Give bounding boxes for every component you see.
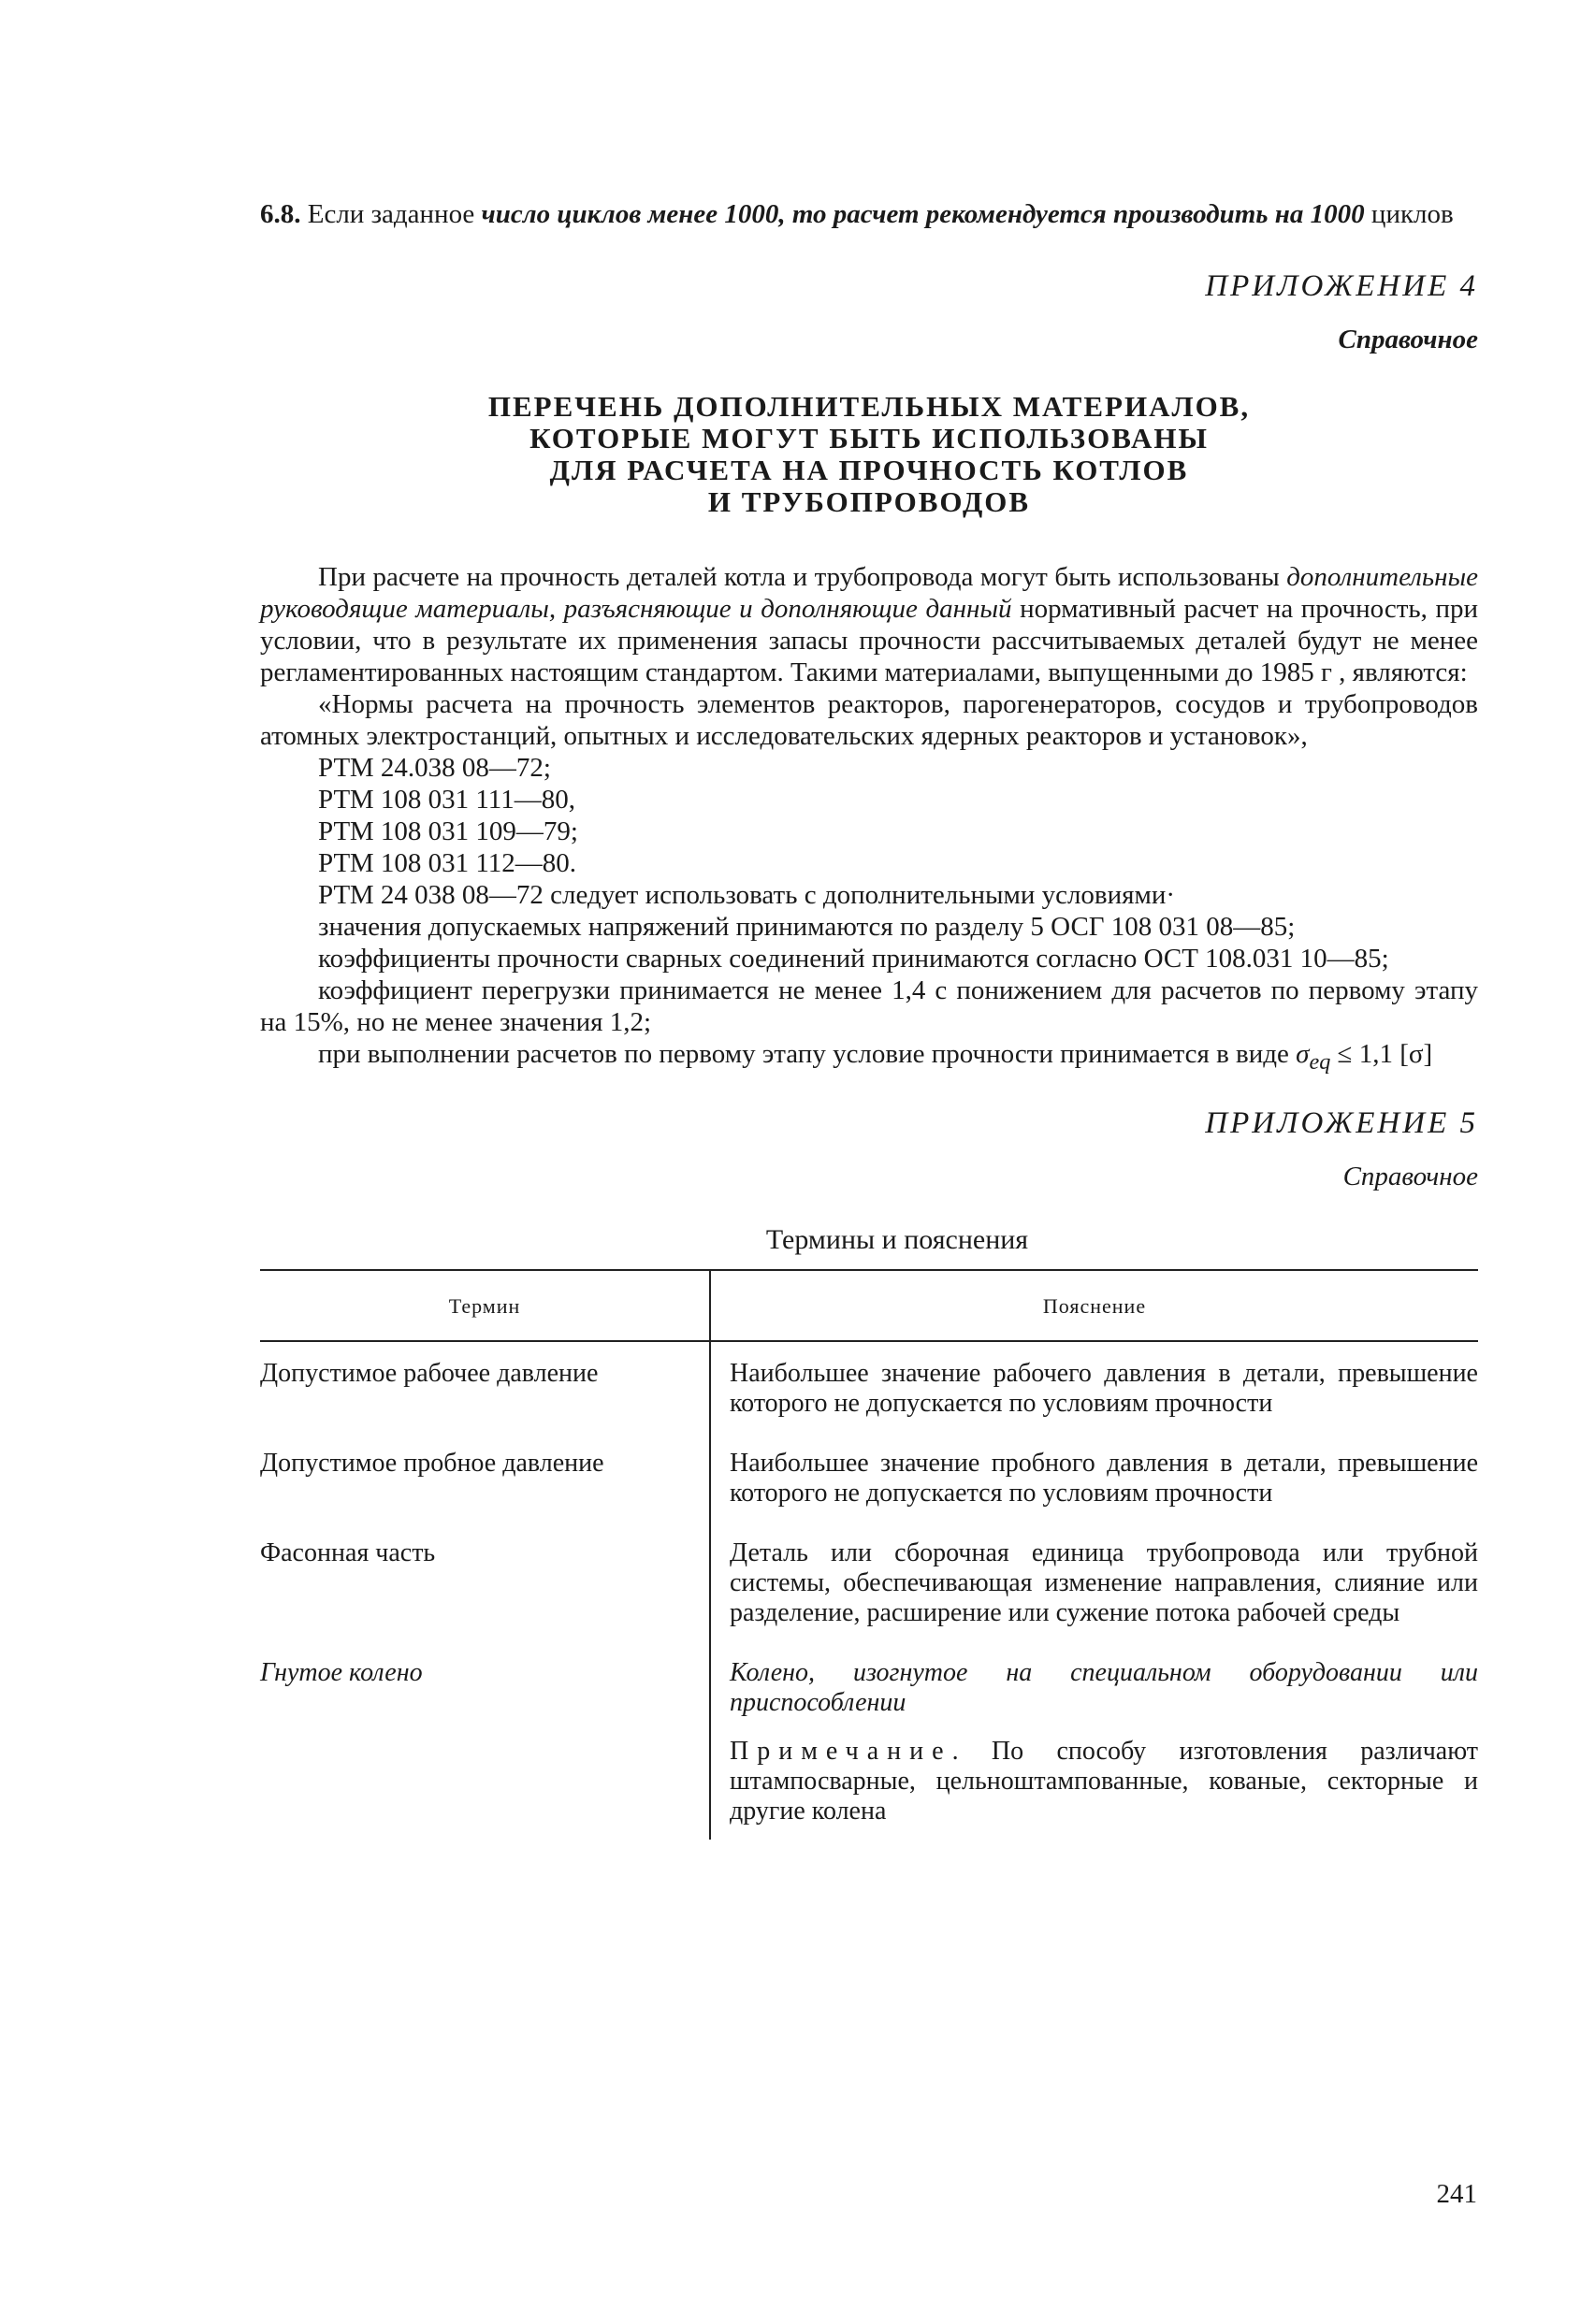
explanation-text: Колено, изогнутое на специальном оборудовании или приспособлении (730, 1657, 1478, 1717)
appendix-4-subtitle: Справочное (1338, 325, 1478, 354)
rtm-list-item: РТМ 108 031 112—80. (318, 848, 577, 878)
terms-table-title: Термины и пояснения (765, 1223, 1029, 1255)
note (730, 1737, 1478, 1826)
term-cell: Гнутое колено (260, 1641, 710, 1840)
sigma-subscript: eq (1309, 1048, 1331, 1075)
condition-4-formula-end: ≤ 1,1 [σ] (1330, 1039, 1433, 1069)
terms-table (260, 1269, 1478, 1840)
intro-paragraph (260, 561, 1478, 688)
column-header-explanation: Пояснение (1042, 1293, 1147, 1318)
rtm-conditions: РТМ 24 038 08—72 следует использовать с дополнительными условиями· (318, 880, 1176, 910)
page-content (260, 196, 1478, 1840)
appendix-5-title: ПРИЛОЖЕНИЕ 5 (1205, 1105, 1478, 1140)
condition-4-text: при выполнении расчетов по первому этапу условие прочности принимается в виде (318, 1039, 1297, 1069)
term-cell: Допустимое пробное давление (260, 1432, 710, 1522)
column-header-term: Термин (260, 1270, 710, 1341)
heading-line: КОТОРЫЕ МОГУТ БЫТЬ ИСПОЛЬЗОВАНЫ (529, 422, 1209, 455)
intro-italic-text: дополнительные руководящие материалы, разъясняющие и дополняющие данный (260, 562, 1478, 624)
table-row (260, 1522, 1478, 1641)
heading-line: И ТРУБОПРОВОДОВ (707, 485, 1031, 518)
condition-3: коэффициент перегрузки принимается не менее 1,4 с понижением для расчетов по первому этапу на 15%, но не менее значения 1,2; (260, 975, 1478, 1037)
term-cell: Фасонная часть (260, 1522, 710, 1641)
rtm-list-item: РТМ 24.038 08—72; (318, 753, 551, 783)
intro-text-end: нормативный расчет на прочность, при условии, что в результате их применения запасы прочности рассчитываемых деталей будут не менее регламентированных настоящим стандартом. Такими материалами, выпущенными до 1985 г , являются: (260, 594, 1479, 687)
condition-1: значения допускаемых напряжений принимаются по разделу 5 ОСГ 108 031 08—85; (318, 912, 1296, 942)
note-text: . По способу изготовления различают штампосварные, цельноштампованные, кованые, секторные и другие колена (730, 1736, 1478, 1826)
paragraph-number: 6.8. (260, 199, 301, 229)
term-cell: Допустимое рабочее давление (260, 1341, 710, 1432)
explanation-cell: Наибольшее значение пробного давления в детали, превышение которого не допускается по условиям прочности (730, 1448, 1478, 1508)
rtm-list-item: РТМ 108 031 109—79; (318, 816, 578, 846)
explanation-cell (710, 1641, 1478, 1840)
condition-2: коэффициенты прочности сварных соединений принимаются согласно ОСТ 108.031 10—85; (318, 944, 1389, 974)
explanation-cell: Наибольшее значение рабочего давления в детали, превышение которого не допускается по условиям прочности (730, 1358, 1478, 1418)
paragraph-text-end: циклов (1364, 199, 1454, 229)
table-header-row (260, 1270, 1478, 1341)
paragraph-bold-text: число циклов менее 1000, то расчет рекомендуется производить на 1000 (481, 199, 1365, 229)
paragraph-6-8 (260, 196, 1478, 232)
appendix-4-body (260, 561, 1478, 1078)
note-label: Примечание (730, 1736, 952, 1766)
paragraph-text: Если заданное (300, 199, 482, 229)
intro-text: При расчете на прочность деталей котла и трубопровода могут быть использованы (318, 562, 1287, 592)
norms-paragraph: «Нормы расчета на прочность элементов реакторов, парогенераторов, сосудов и трубопроводов атомных электростанций, опытных и исследовательских ядерных реакторов и установок», (260, 689, 1478, 751)
table-row (260, 1341, 1478, 1432)
condition-4 (260, 1038, 1478, 1078)
appendix-4-heading (260, 391, 1478, 518)
sigma-symbol: σ (1296, 1039, 1310, 1069)
heading-line: ПЕРЕЧЕНЬ ДОПОЛНИТЕЛЬНЫХ МАТЕРИАЛОВ, (487, 390, 1251, 423)
rtm-list-item: РТМ 108 031 111—80, (318, 785, 575, 815)
heading-line: ДЛЯ РАСЧЕТА НА ПРОЧНОСТЬ КОТЛОВ (549, 454, 1189, 486)
table-row (260, 1432, 1478, 1522)
appendix-5-subtitle: Справочное (1342, 1161, 1478, 1191)
page-number: 241 (1436, 2179, 1477, 2209)
table-row (260, 1641, 1478, 1840)
appendix-4-title: ПРИЛОЖЕНИЕ 4 (1205, 269, 1478, 303)
explanation-cell: Деталь или сборочная единица трубопровода или трубной системы, обеспечивающая изменение направления, слияние или разделение, расширение или сужение потока рабочей среды (730, 1537, 1478, 1627)
